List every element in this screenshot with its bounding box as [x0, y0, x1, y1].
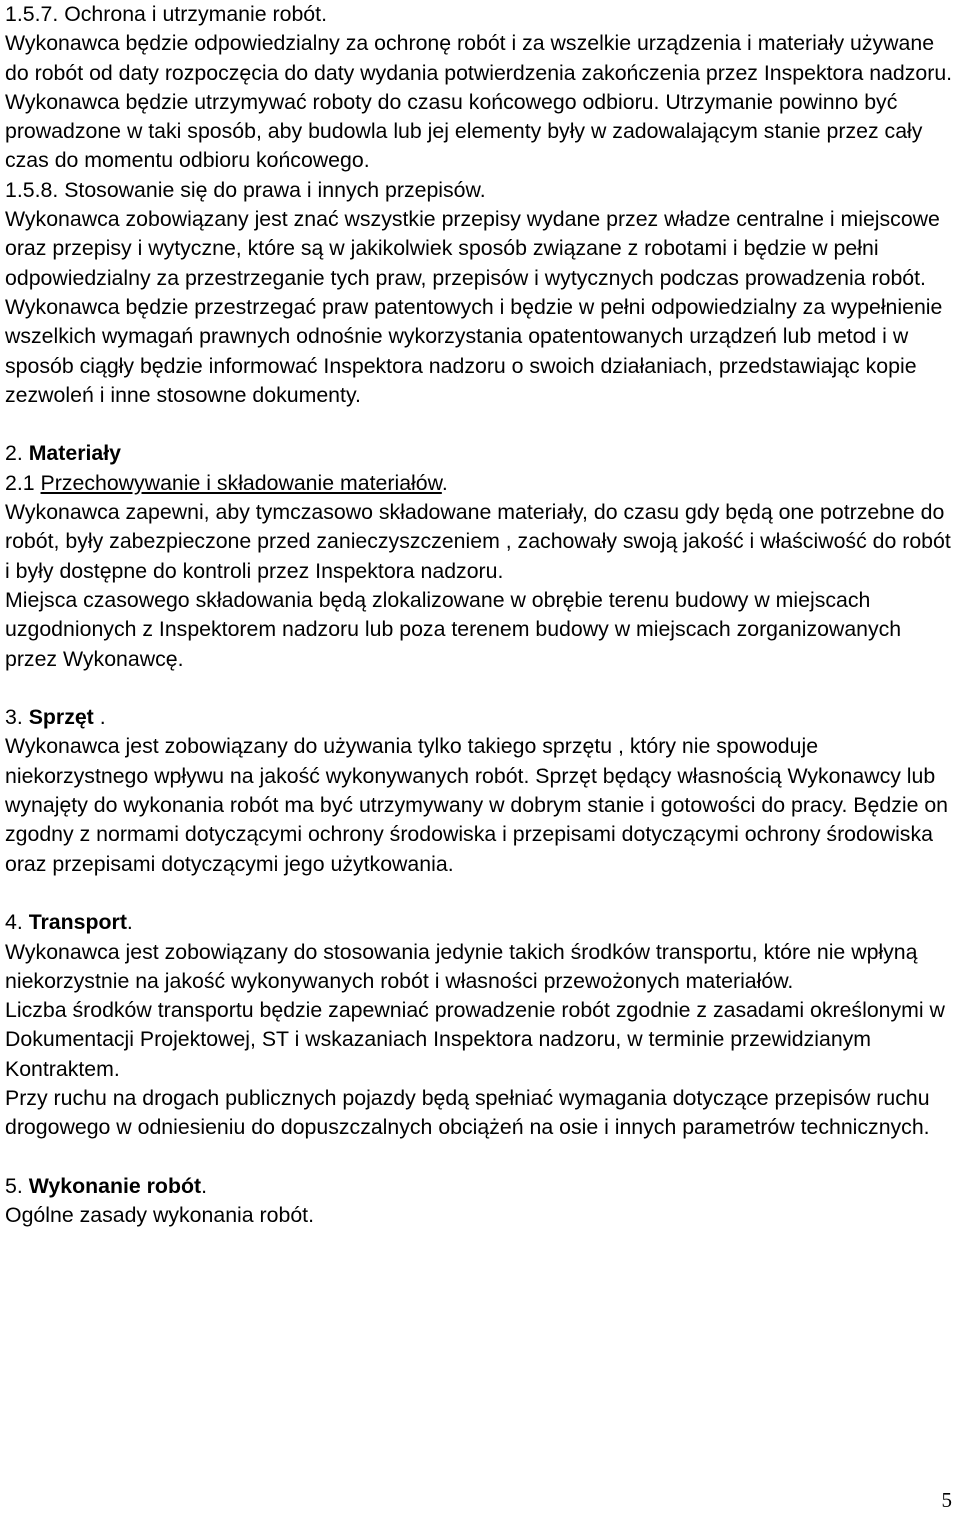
section-2-paragraph-2: Miejsca czasowego składowania będą zlokalizowane w obrębie terenu budowy w miejscach uzgodnionych z Inspektorem nadzoru lub poza terenem budowy w miejscach zorganizowanych przez Wykonawcę.	[5, 587, 902, 671]
section-3-title: Sprzęt	[28, 705, 94, 730]
section-4-paragraph-2: Liczba środków transportu będzie zapewniać prowadzenie robót zgodnie z zasadami określonymi w Dokumentacji Projektowej, ST i wskazaniach Inspektora nadzoru, w terminie przewidzianym Kontraktem.	[5, 998, 945, 1081]
section-4-title-end: .	[126, 910, 133, 935]
section-1-5-7-heading: 1.5.7. Ochrona i utrzymanie robót.	[5, 2, 327, 26]
spacer	[5, 674, 957, 703]
section-1-5-7-paragraph-2: Wykonawca będzie utrzymywać roboty do czasu końcowego odbioru. Utrzymanie powinno być prowadzone w taki sposób, aby budowla lub jej elementy były w zadowalającym stanie przez cały czas do momentu odbioru końcowego.	[5, 89, 923, 173]
section-5-title-end: .	[201, 1173, 207, 1198]
section-2-title: Materiały	[28, 441, 122, 466]
section-1-5-7-paragraph-1: Wykonawca będzie odpowiedzialny za ochronę robót i za wszelkie urządzenia i materiały używane do robót od daty rozpoczęcia do daty wydania potwierdzenia zakończenia przez Inspektora nadzoru.	[5, 31, 953, 85]
section-5-paragraph-1: Ogólne zasady wykonania robót.	[5, 1203, 314, 1228]
section-2-1-title-end: .	[441, 470, 448, 495]
section-4-heading	[5, 908, 957, 937]
page-number: 5	[941, 1488, 952, 1512]
spacer	[5, 1143, 957, 1172]
section-5-number: 5.	[5, 1173, 29, 1198]
section-4-number: 4.	[5, 910, 29, 935]
section-4-title: Transport	[28, 910, 127, 935]
section-1-5-8-paragraph-2: Wykonawca będzie przestrzegać praw patentowych i będzie w pełni odpowiedzialny za wypełnienie wszelkich wymagań prawnych odnośnie wykorzystania opatentowanych urządzeń lub metod i w sposób ciągły będzie informować Inspektora nadzoru o swoich działaniach, przedstawiając kopie zezwoleń i inne stosowne dokumenty.	[5, 294, 943, 407]
section-3-heading	[5, 703, 957, 732]
document-page	[5, 0, 957, 1230]
section-5-title: Wykonanie robót	[28, 1173, 202, 1198]
section-2-1-number: 2.1	[5, 470, 41, 495]
spacer	[5, 879, 957, 908]
section-3-paragraph-1: Wykonawca jest zobowiązany do używania tylko takiego sprzętu , który nie spowoduje niekorzystnego wpływu na jakość wykonywanych robót. Sprzęt będący własnością Wykonawcy lub wynajęty do wykonania robót ma być utrzymywany w dobrym stanie i gotowości do pracy. Będzie on zgodny z normami dotyczącymi ochrony środowiska i przepisami dotyczącymi ochrony środowiska oraz przepisami dotyczącymi jego użytkowania.	[5, 734, 949, 876]
section-4-paragraph-3: Przy ruchu na drogach publicznych pojazdy będą spełniać wymagania dotyczące przepisów ruchu drogowego w odniesieniu do dopuszczalnych obciążeń na osie i innych parametrów technicznych.	[5, 1085, 930, 1140]
section-5-heading	[5, 1172, 957, 1201]
section-2-paragraph-1: Wykonawca zapewni, aby tymczasowo składowane materiały, do czasu gdy będą one potrzebne do robót, były zabezpieczone przed zanieczyszczeniem , zachowały swoją jakość i właściwość do robót i były dostępne do kontroli przez Inspektora nadzoru.	[5, 500, 951, 583]
section-2-number: 2.	[5, 441, 29, 466]
section-4-paragraph-1: Wykonawca jest zobowiązany do stosowania jedynie takich środków transportu, które nie wpłyną niekorzystnie na jakość wykonywanych robót i własności przewożonych materiałów.	[5, 939, 918, 993]
section-2-heading	[5, 439, 957, 468]
section-3-title-end: .	[93, 705, 106, 730]
spacer	[5, 410, 957, 439]
section-2-1-title: Przechowywanie i składowanie materiałów	[40, 470, 442, 495]
section-1-5-8-paragraph-1: Wykonawca zobowiązany jest znać wszystkie przepisy wydane przez władze centralne i miejscowe oraz przepisy i wytyczne, które są w jakikolwiek sposób związane z robotami i będzie w pełni odpowiedzialny za przestrzeganie tych praw, przepisów i wytycznych podczas prowadzenia robót.	[5, 207, 940, 290]
section-1-5-8-heading: 1.5.8. Stosowanie się do prawa i innych przepisów.	[5, 177, 486, 202]
section-3-number: 3.	[5, 705, 29, 730]
section-2-1-heading	[5, 469, 957, 498]
